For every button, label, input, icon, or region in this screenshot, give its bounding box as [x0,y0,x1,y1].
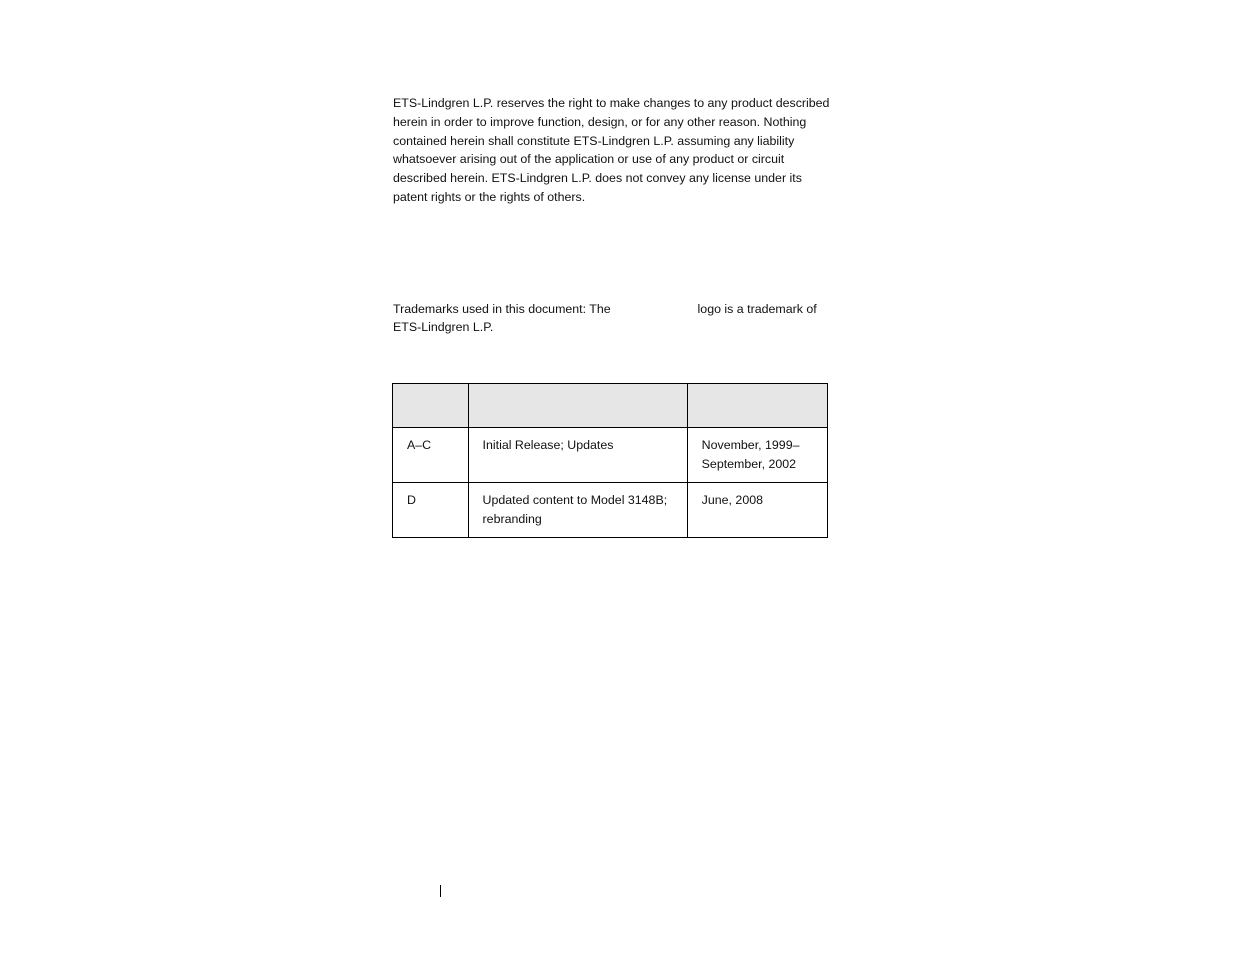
date-cell: November, 1999–September, 2002 [687,428,827,483]
revision-cell: D [393,483,469,538]
header-revision [393,384,469,428]
table-header-row [393,384,828,428]
table-row [393,428,828,483]
disclaimer-text: ETS-Lindgren L.P. reserves the right to make changes to any product described herein in order to improve function, design, or for any other reason. Nothing contained herein shall constitute ETS-Lindgren L.P. assuming any liability whatsoever arising out of the application or use of any product or circuit described herein. ETS-Lindgren L.P. does not convey any license under its patent rights or the rights of others. [393,96,830,204]
trademarks-text-after: logo is a trademark of ETS-Lindgren L.P. [393,302,817,335]
revision-history-table [392,383,828,538]
trademarks-notice [393,300,833,337]
header-description [468,384,687,428]
description-cell: Updated content to Model 3148B; rebranding [468,483,687,538]
date-cell: June, 2008 [687,483,827,538]
header-date [687,384,827,428]
company-logo-placeholder [614,304,694,316]
description-cell: Initial Release; Updates [468,428,687,483]
revision-cell: A–C [393,428,469,483]
table-row [393,483,828,538]
trademarks-text-before: Trademarks used in this document: The [393,302,611,316]
page-marker-rule [440,885,441,897]
